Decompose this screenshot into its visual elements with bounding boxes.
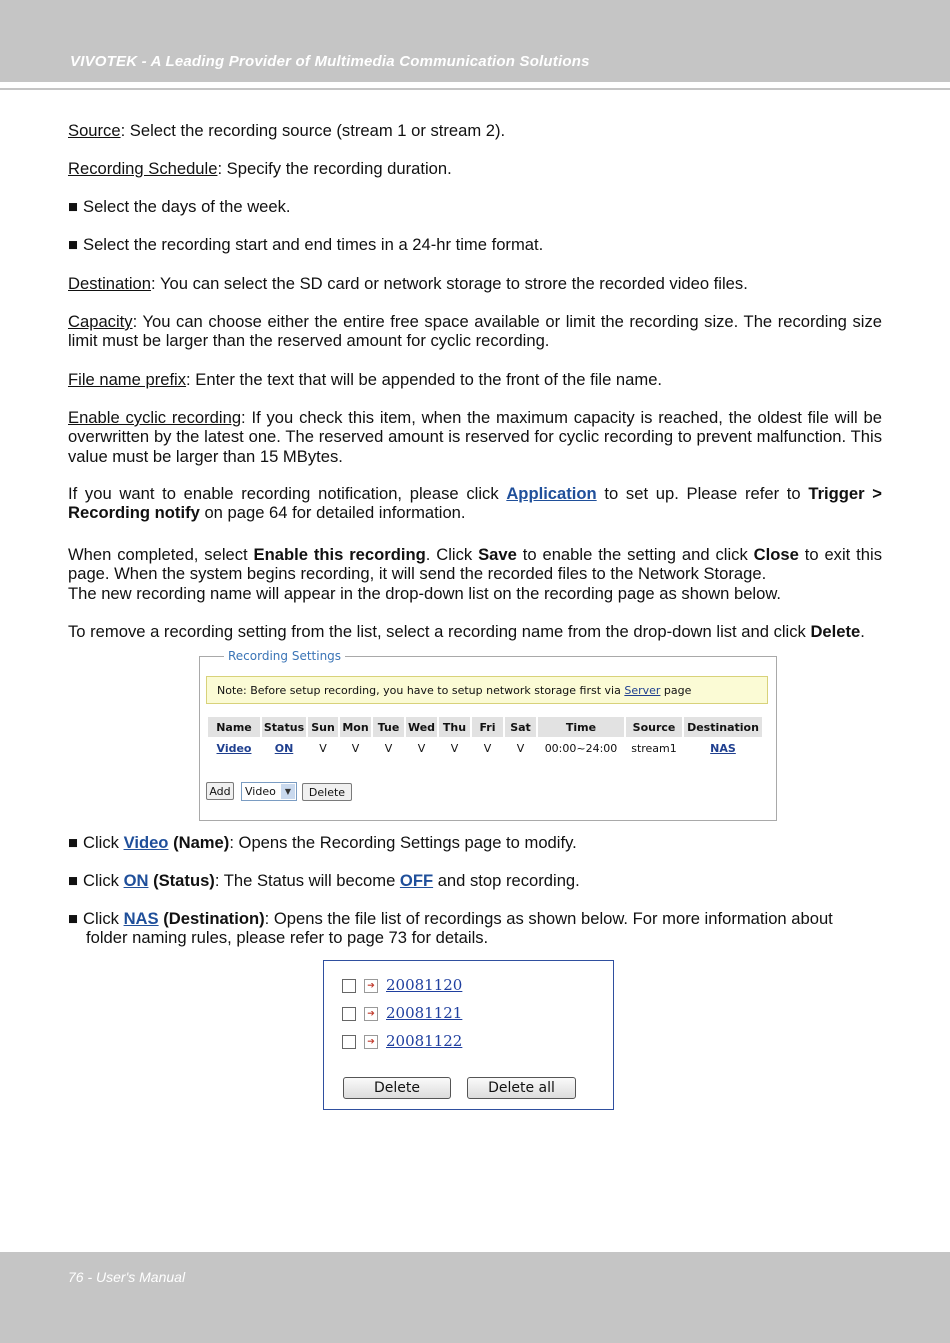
nas-bold: (Destination) xyxy=(158,909,265,928)
capacity-paragraph xyxy=(68,312,882,351)
bullet-status xyxy=(68,871,882,890)
remove-paragraph xyxy=(68,622,882,641)
prefix-text: : Enter the text that will be appended to the front of the file name. xyxy=(186,370,663,389)
notify-bold: Trigger > Recording notify xyxy=(68,484,883,523)
bullet-mark: ■ xyxy=(68,235,79,254)
click-text: Click xyxy=(83,833,124,852)
server-link[interactable]: Server xyxy=(624,684,661,697)
header-divider xyxy=(0,88,950,90)
chevron-down-icon: ▼ xyxy=(281,784,295,799)
folder-link[interactable]: 20081120 xyxy=(386,976,463,994)
nas-text-line2: folder naming rules, please refer to page 73 for details. xyxy=(86,928,489,948)
cyclic-term: Enable cyclic recording xyxy=(68,408,242,427)
arrow-right-icon[interactable]: ➔ xyxy=(364,979,378,993)
cell-time: 00:00~24:00 xyxy=(544,741,618,755)
bullet-mark: ■ xyxy=(68,833,79,852)
bullet-mark: ■ xyxy=(68,909,79,928)
bullet-video xyxy=(68,833,882,852)
notify-paragraph xyxy=(68,484,882,523)
prefix-term: File name prefix xyxy=(68,370,187,389)
status-bold: (Status) xyxy=(148,871,215,890)
cell-wed: V xyxy=(417,741,426,755)
setup-note xyxy=(206,676,768,704)
bullet-times xyxy=(68,235,882,254)
header-title: VIVOTEK - A Leading Provider of Multimedia Communication Solutions xyxy=(70,53,590,70)
schedule-text: : Specify the recording duration. xyxy=(217,159,452,178)
col-header-sat: Sat xyxy=(505,717,536,737)
destination-paragraph xyxy=(68,274,882,293)
checkbox[interactable] xyxy=(342,979,356,993)
bullet-nas xyxy=(68,909,882,948)
capacity-text: : You can choose either the entire free space available or limit the recording size. The recording size limit must be larger than the reserved amount for cyclic recording. xyxy=(68,312,882,351)
cell-fri: V xyxy=(483,741,492,755)
video-bold: (Name) xyxy=(168,833,230,852)
recording-select[interactable] xyxy=(241,782,297,801)
status-on-link[interactable]: ON xyxy=(274,741,294,755)
recording-settings-legend: Recording Settings xyxy=(224,649,345,663)
video-link[interactable]: Video xyxy=(123,833,169,852)
col-header-fri: Fri xyxy=(472,717,503,737)
status-text: : The Status will become xyxy=(214,871,400,890)
click-text: Click xyxy=(83,871,124,890)
off-link[interactable]: OFF xyxy=(399,871,434,890)
col-header-destination: Destination xyxy=(684,717,762,737)
click-text: Click xyxy=(83,909,124,928)
cell-status xyxy=(262,737,306,759)
cell-tue: V xyxy=(384,741,393,755)
remove-text: To remove a recording setting from the list, select a recording name from the drop-down list and click xyxy=(68,622,811,641)
col-header-time: Time xyxy=(538,717,624,737)
destination-text: : You can select the SD card or network storage to strore the recorded video files. xyxy=(151,274,748,293)
completed-text: . Click xyxy=(425,545,479,564)
completed-bold: Close xyxy=(753,545,799,564)
arrow-right-icon[interactable]: ➔ xyxy=(364,1007,378,1021)
completed-bold: Save xyxy=(478,545,517,564)
prefix-paragraph xyxy=(68,370,882,389)
col-header-wed: Wed xyxy=(406,717,437,737)
capacity-term: Capacity xyxy=(68,312,133,331)
recording-settings-panel xyxy=(199,649,777,821)
video-name-link[interactable]: Video xyxy=(216,741,252,755)
folder-link[interactable]: 20081121 xyxy=(386,1004,463,1022)
col-header-thu: Thu xyxy=(439,717,470,737)
footer-page-label: 76 - User's Manual xyxy=(68,1269,186,1285)
file-list-panel xyxy=(323,960,614,1110)
bullet-days-text: Select the days of the week. xyxy=(83,197,291,216)
completed-text: When completed, select xyxy=(68,545,254,564)
destination-nas-link[interactable]: NAS xyxy=(710,741,736,755)
checkbox[interactable] xyxy=(342,1007,356,1021)
remove-end: . xyxy=(860,622,865,641)
notify-text: on page 64 for detailed information. xyxy=(199,503,466,523)
source-term: Source xyxy=(68,121,121,140)
completed-bold: Enable this recording xyxy=(253,545,426,564)
add-button[interactable]: Add xyxy=(206,782,234,800)
bullet-mark: ■ xyxy=(68,197,79,216)
page-footer xyxy=(0,1252,950,1343)
bullet-times-text: Select the recording start and end times in a 24-hr time format. xyxy=(83,235,544,254)
folder-link[interactable]: 20081122 xyxy=(386,1032,463,1050)
cell-destination xyxy=(684,737,762,759)
delete-all-button[interactable]: Delete all xyxy=(467,1077,576,1099)
remove-bold: Delete xyxy=(810,622,861,641)
col-header-source: Source xyxy=(626,717,682,737)
cyclic-paragraph xyxy=(68,408,882,466)
cell-source: stream1 xyxy=(631,741,677,755)
bullet-mark: ■ xyxy=(68,871,79,890)
cell-name xyxy=(208,737,260,759)
completed-paragraph xyxy=(68,545,882,603)
table-header-row xyxy=(208,717,762,737)
source-paragraph xyxy=(68,121,882,140)
recording-table xyxy=(206,717,764,759)
col-header-mon: Mon xyxy=(340,717,371,737)
application-link[interactable]: Application xyxy=(506,484,597,503)
col-header-name: Name xyxy=(208,717,260,737)
arrow-right-icon[interactable]: ➔ xyxy=(364,1035,378,1049)
completed-text: to enable the setting and click xyxy=(516,545,754,564)
status-text: and stop recording. xyxy=(433,871,580,890)
select-value: Video xyxy=(245,785,276,798)
completed-text: to exit this page. When the system begins recording, it will send the recorded files to the Network Storage. xyxy=(68,545,882,584)
col-header-tue: Tue xyxy=(373,717,404,737)
col-header-status: Status xyxy=(262,717,306,737)
cell-mon: V xyxy=(351,741,360,755)
destination-term: Destination xyxy=(68,274,152,293)
completed-line2: The new recording name will appear in the drop-down list on the recording page as shown below. xyxy=(68,583,782,603)
schedule-paragraph xyxy=(68,159,882,178)
cell-sat: V xyxy=(516,741,525,755)
delete-recording-button[interactable]: Delete xyxy=(302,783,352,801)
cell-sun: V xyxy=(319,741,327,755)
notify-text: If you want to enable recording notification, please click xyxy=(68,484,507,503)
table-row xyxy=(208,737,762,759)
nas-link[interactable]: NAS xyxy=(123,909,159,928)
col-header-sun: Sun xyxy=(308,717,338,737)
schedule-term: Recording Schedule xyxy=(68,159,218,178)
on-link[interactable]: ON xyxy=(123,871,149,890)
bullet-days xyxy=(68,197,882,216)
checkbox[interactable] xyxy=(342,1035,356,1049)
cyclic-text: : If you check this item, when the maximum capacity is reached, the oldest file will be overwritten by the latest one. The reserved amount is reserved for cyclic recording to prevent malfunction. This value must be larger than 15 MBytes. xyxy=(68,408,882,466)
note-text: page xyxy=(660,684,692,697)
delete-button[interactable]: Delete xyxy=(343,1077,451,1099)
source-text: : Select the recording source (stream 1 or stream 2). xyxy=(120,121,506,140)
video-text: : Opens the Recording Settings page to modify. xyxy=(229,833,577,852)
note-text: Note: Before setup recording, you have to setup network storage first via xyxy=(217,684,625,697)
nas-text: : Opens the file list of recordings as shown below. For more information about xyxy=(264,909,833,928)
notify-text: to set up. Please refer to xyxy=(596,484,809,503)
cell-thu: V xyxy=(450,741,459,755)
